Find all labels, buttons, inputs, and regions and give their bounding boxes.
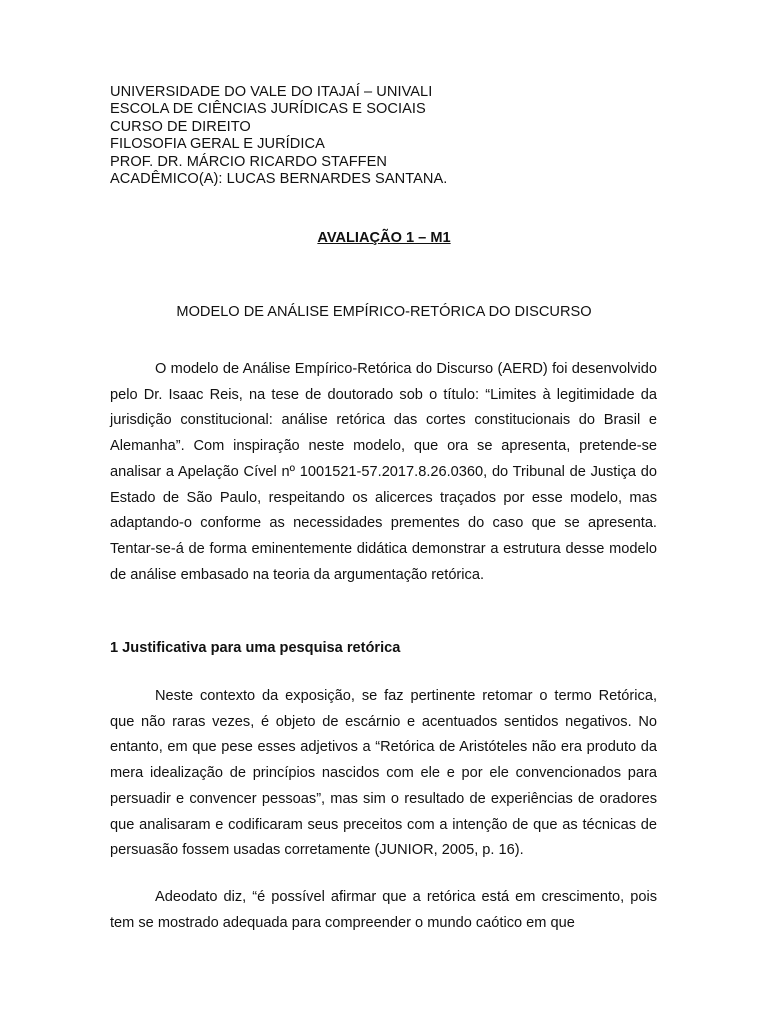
intro-paragraph: O modelo de Análise Empírico-Retórica do Discurso (AERD) foi desenvolvido pelo Dr. Isaac Reis, na tese de doutorado sob o título: “Limites à legitimidade da jurisdição constitucional: análise retórica das cortes constitucionais do Brasil e Alemanha”. Com inspiração neste modelo, que ora se apresenta, pretende-se analisar a Apelação Cível nº 1001521-57.2017.8.26.0360, do Tribunal de Justiça do Estado de São Paulo, respeitando os alicerces traçados por esse modelo, mas adaptando-o conforme as necessidades prementes do caso que se apresenta. Tentar-se-á de forma eminentemente didática demonstrar a estrutura desse modelo de análise embasado na teoria da argumentação retórica. <box>110 361 657 583</box>
header-subject: FILOSOFIA GERAL E JURÍDICA <box>110 136 325 153</box>
institution-header <box>110 84 670 188</box>
header-professor: PROF. DR. MÁRCIO RICARDO STAFFEN <box>110 153 387 170</box>
header-university: UNIVERSIDADE DO VALE DO ITAJAÍ – UNIVALI <box>110 84 433 100</box>
header-school: ESCOLA DE CIÊNCIAS JURÍDICAS E SOCIAIS <box>110 101 426 118</box>
section-paragraph-2: Adeodato diz, “é possível afirmar que a retórica está em crescimento, pois tem se mostrado adequada para compreender o mundo caótico em que <box>110 889 657 931</box>
header-student: ACADÊMICO(A): LUCAS BERNARDES SANTANA. <box>110 171 448 188</box>
model-title: MODELO DE ANÁLISE EMPÍRICO-RETÓRICA DO DISCURSO <box>176 304 592 320</box>
section-paragraph-1: Neste contexto da exposição, se faz pertinente retomar o termo Retórica, que não raras vezes, é objeto de escárnio e acentuados sentidos negativos. No entanto, em que pese esses adjetivos a “Retórica de Aristóteles não era produto da mera idealização de princípios nascidos com ele e por ele convencionados para persuadir e convencer pessoas”, mas sim o resultado de experiências de oradores que analisaram e codificaram seus preceitos com a intenção de que as técnicas de persuasão fossem usadas corretamente (JUNIOR, 2005, p. 16). <box>110 688 657 859</box>
header-course: CURSO DE DIREITO <box>110 118 251 135</box>
evaluation-title: AVALIAÇÃO 1 – M1 <box>317 230 451 246</box>
section-heading: 1 Justificativa para uma pesquisa retórica <box>110 640 401 656</box>
